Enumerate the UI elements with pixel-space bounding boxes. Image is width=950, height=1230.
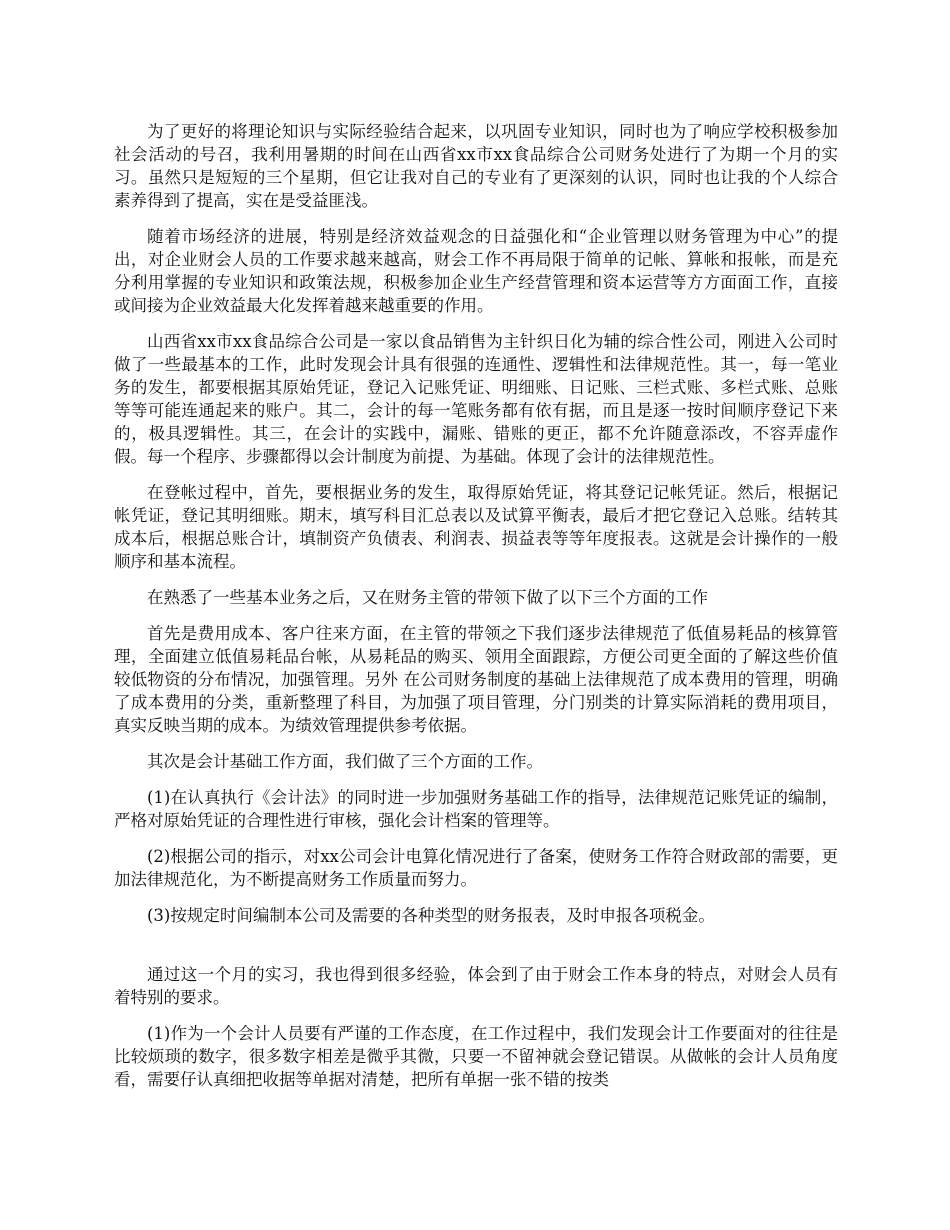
paragraph-9: (2)根据公司的指示，对xx公司会计电算化情况进行了备案，使财务工作符合财政部的需要，更加法律规范化，为不断提高财务工作质量而努力。 <box>114 847 838 889</box>
paragraph-7: 其次是会计基础工作方面，我们做了三个方面的工作。 <box>147 752 543 771</box>
paragraph-5: 在熟悉了一些基本业务之后，又在财务主管的带领下做了以下三个方面的工作 <box>147 588 708 607</box>
document-body <box>114 120 838 1104</box>
paragraph-4: 在登帐过程中，首先，要根据业务的发生，取得原始凭证，将其登记记帐凭证。然后，根据记帐凭证，登记其明细账。期末，填写科目汇总表以及试算平衡表，最后才把它登记入总账。结转其成本后，根据总账合计，填制资产负债表、利润表、损益表等等年度报表。这就是会计操作的一般顺序和基本流程。 <box>114 483 838 571</box>
paragraph-2: 随着市场经济的进展，特别是经济效益观念的日益强化和“企业管理以财务管理为中心”的提出，对企业财会人员的工作要求越来越高，财会工作不再局限于简单的记帐、算帐和报帐，而是充分利用掌握的专业知识和政策法规，积极参加企业生产经营管理和资本运营等方方面面工作，直接或间接为企业效益最大化发挥着越来越重要的作用。 <box>114 227 838 315</box>
paragraph-3: 山西省xx市xx食品综合公司是一家以食品销售为主针织日化为辅的综合性公司，刚进入公司时做了一些最基本的工作，此时发现会计具有很强的连通性、逻辑性和法律规范性。其一，每一笔业务的发生，都要根据其原始凭证，登记入记账凭证、明细账、日记账、三栏式账、多栏式账、总账等等可能连通起来的账户。其二，会计的每一笔账务都有依有据，而且是逐一按时间顺序登记下来的，极具逻辑性。其三，在会计的实践中，漏账、错账的更正，都不允许随意添改，不容弄虚作假。每一个程序、步骤都得以会计制度为前提、为基础。体现了会计的法律规范性。 <box>114 332 838 466</box>
paragraph-1: 为了更好的将理论知识与实际经验结合起来，以巩固专业知识，同时也为了响应学校积极参加社会活动的号召，我利用暑期的时间在山西省xx市xx食品综合公司财务处进行了为期一个月的实习。虽然只是短短的三个星期，但它让我对自己的专业有了更深刻的认识，同时也让我的个人综合素养得到了提高，实在是受益匪浅。 <box>114 122 838 210</box>
paragraph-11: 通过这一个月的实习，我也得到很多经验，体会到了由于财会工作本身的特点，对财会人员有着特别的要求。 <box>114 965 838 1007</box>
paragraph-8: (1)在认真执行《会计法》的同时进一步加强财务基础工作的指导，法律规范记账凭证的编制，严格对原始凭证的合理性进行审核，强化会计档案的管理等。 <box>114 788 838 830</box>
paragraph-10: (3)按规定时间编制本公司及需要的各种类型的财务报表，及时申报各项税金。 <box>147 906 715 925</box>
paragraph-12: (1)作为一个会计人员要有严谨的工作态度，在工作过程中，我们发现会计工作要面对的往往是比较烦琐的数字，很多数字相差是微乎其微，只要一不留神就会登记错误。从做帐的会计人员角度看，需要仔认真细把收据等单据对清楚，把所有单据一张不错的按类 <box>114 1024 838 1089</box>
paragraph-6: 首先是费用成本、客户往来方面，在主管的带领之下我们逐步法律规范了低值易耗品的核算管理，全面建立低值易耗品台帐，从易耗品的购买、领用全面跟踪，方便公司更全面的了解这些价值较低物资的分布情况，加强管理。另外 在公司财务制度的基础上法律规范了成本费用的管理，明确了成本费用的分类，重新整理了科目，为加强了项目管理，分门别类的计算实际消耗的费用项目，真实反映当期的成本。为绩效管理提供参考依据。 <box>114 624 838 735</box>
